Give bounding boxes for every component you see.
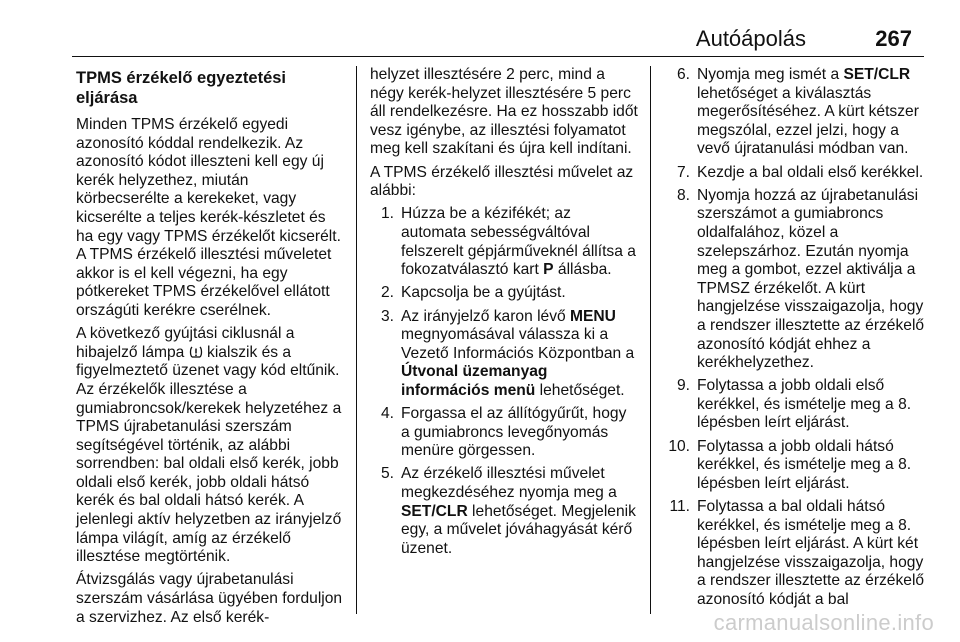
text-run: A következő gyújtási ciklusnál a hibajelző lámpa [76, 325, 295, 361]
list-text: Folytassa a jobb oldali hátsó kerékkel, és ismételje meg a 8. lépésben leírt eljárást. [697, 437, 912, 492]
list-text: Nyomja meg ismét a SET/CLR lehetőséget a kiválasztás megerősítéséhez. A kürt kétszer megszólal, ezzel jelzi, hogy a vevő újratanulási módban van. [697, 66, 919, 158]
list-item [664, 438, 934, 494]
list-text: Folytassa a jobb oldali első kerékkel, és ismételje meg a 8. lépésben leírt eljárást. [697, 377, 912, 432]
list-number: 3. [380, 307, 394, 325]
list-text: Folytassa a bal oldali hátsó kerékkel, és ismételje meg a 8. lépésben leírt eljárást. A kürt két hangjelzése visszaigazolja, hogy a rendszer illesztette az érzékelő azonosító kódját a bal [697, 498, 925, 608]
list-item [370, 284, 638, 303]
list-number: 5. [380, 465, 394, 483]
column-1 [76, 66, 344, 632]
list-number: 10. [668, 437, 690, 455]
list-item [370, 465, 638, 558]
list-number: 4. [380, 405, 394, 423]
tpms-warning-icon [189, 345, 203, 359]
list-number: 8. [676, 186, 690, 204]
column-2 [370, 66, 638, 563]
list-item [664, 164, 934, 183]
list-text: Kapcsolja be a gyújtást. [401, 284, 566, 302]
list-text: Az irányjelző karon lévő MENU megnyomásával válassza ki a Vezető Információs Központban a Útvonal üzemanyag információs menü lehetőséget. [401, 307, 635, 399]
list-item [370, 308, 638, 401]
paragraph: helyzet illesztésére 2 perc, mind a négy kerék-helyzet illesztésére 5 perc áll rendelkezésre. Ha ez hosszabb időt vesz igénybe, az illesztési folyamatot meg kell szakítani és újra kell indítani. [370, 66, 638, 158]
list-text: Forgassa el az állítógyűrűt, hogy a gumiabroncs levegőnyomás menüre görgessen. [401, 405, 627, 460]
procedure-list [370, 205, 638, 558]
list-number: 2. [380, 284, 394, 302]
list-number: 6. [676, 66, 690, 83]
paragraph: A TPMS érzékelő illesztési művelet az alábbi: [370, 163, 634, 200]
list-text: Az érzékelő illesztési művelet megkezdéséhez nyomja meg a SET/CLR lehetőséget. Megjelenik egy, a művelet jóváhagyását kérő üzenet. [401, 465, 636, 557]
list-item [664, 187, 934, 373]
section-heading: TPMS érzékelő egyeztetési eljárása [76, 69, 287, 107]
list-item [664, 377, 934, 433]
list-item [370, 405, 638, 461]
paragraph [76, 325, 344, 567]
list-item [664, 498, 934, 610]
text-run: kialszik és a figyelmeztető üzenet vagy kód eltűnik. Az érzékelők illesztése a gumiabroncsok/kerekek helyzetéhez a TPMS újrabetanulási szerszám segítségével történik, az alábbi sorrendben: bal oldali első kerék, jobb oldali első kerék, jobb oldali hátsó kerék és bal oldali hátsó kerék. A jelenlegi aktív helyzetben az irányjelző lámpa világít, amíg az érzékelő illesztése megtörténik. [76, 343, 342, 566]
procedure-list-continued [664, 66, 934, 610]
page-header [72, 22, 924, 57]
list-text: Nyomja hozzá az újrabetanulási szerszámot a gumiabroncs oldalfalához, közel a szelepszárhoz. Ezután nyomja meg a gombot, ezzel aktiválja a TPMSZ érzékelőt. A kürt hangjelzése visszaigazolja, hogy a rendszer illesztette az érzékelő azonosító kódját ehhez a kerékhelyzethez. [697, 186, 925, 372]
list-number: 7. [676, 163, 690, 181]
list-text: Húzza be a kézifékét; az automata sebességváltóval felszerelt gépjárműveknél állítsa a fokozatválasztó kart P állásba. [401, 205, 636, 279]
watermark: carmanualsonline.info [713, 610, 934, 635]
column-3 [664, 66, 934, 614]
page-number: 267 [875, 26, 912, 51]
paragraph: Minden TPMS érzékelő egyedi azonosító kóddal rendelkezik. Az azonosító kódot illeszteni kell egy új kerék helyzethez, miután körbecserélte a kerekeket, vagy kicserélte a teljes kerék-készletet és ha egy vagy TPMS érzékelőt kicserélt. A TPMS érzékelő illesztési műveletet akkor is el kell végezni, ha egy pótkereket TPMS érzékelővel ellátott országúti kerékre cserélnek. [76, 116, 341, 319]
list-item [664, 66, 934, 159]
paragraph: Átvizsgálás vagy újrabetanulási szerszám vásárlása ügyében forduljon a szervizhez. Az első kerék- [76, 571, 343, 626]
list-item [370, 205, 638, 279]
list-text: Kezdje a bal oldali első kerékkel. [697, 163, 924, 181]
list-number: 1. [380, 205, 394, 223]
list-number: 11. [669, 498, 690, 516]
section-title: Autóápolás [695, 26, 806, 51]
column-divider-1 [356, 66, 357, 614]
list-number: 9. [676, 377, 690, 395]
column-divider-2 [650, 66, 651, 614]
